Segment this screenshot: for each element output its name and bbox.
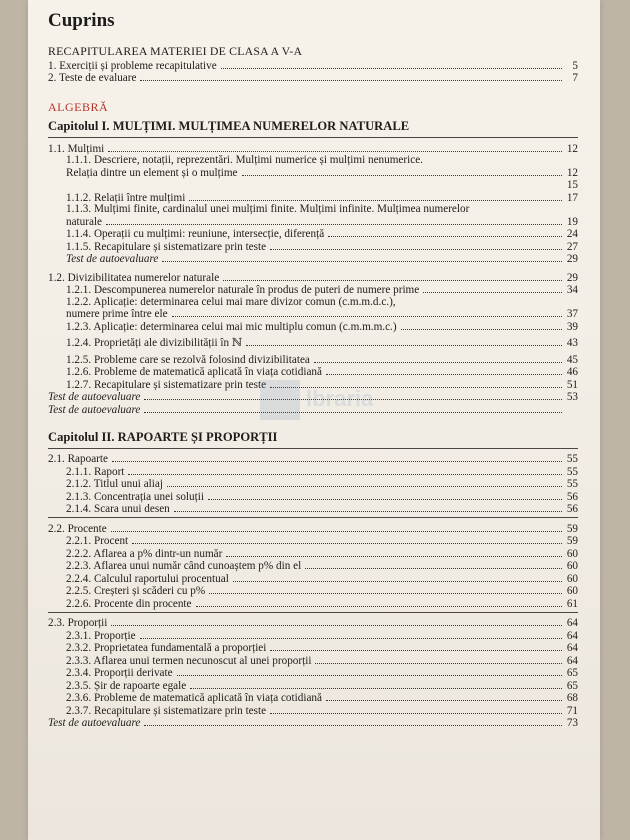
toc-entry: 1.2. Divizibilitatea numerelor naturale 29 bbox=[48, 271, 578, 284]
toc-entry: 1.1.2. Relații între mulțimi 17 bbox=[66, 191, 578, 204]
toc-entry: Test de autoevaluare 53 bbox=[48, 391, 578, 403]
toc-entry: 2.3.2. Proprietatea fundamentală a proporției 64 bbox=[66, 642, 578, 654]
toc-entry: 2.2.6. Procente din procente 61 bbox=[66, 597, 578, 610]
chapter-rule bbox=[48, 137, 578, 138]
toc-entry: 2.2.4. Calculul raportului procentual 60 bbox=[66, 572, 578, 585]
recap-heading: RECAPITULAREA MATERIEI DE CLASA A V-A bbox=[48, 44, 303, 58]
toc-entry: 1.1. Mulțimi 12 bbox=[48, 142, 578, 155]
chapter-title: Capitolul II. RAPOARTE ȘI PROPORȚII bbox=[48, 429, 278, 444]
toc-entry: 2.3.5. Șir de rapoarte egale 65 bbox=[66, 679, 578, 692]
toc-entry: 2.1.2. Titlul unui aliaj 55 bbox=[66, 478, 578, 490]
toc-entry: 1.2.1. Descompunerea numerelor naturale în produs de puteri de numere prime 34 bbox=[66, 284, 578, 296]
toc-entry: 2.2. Procente 59 bbox=[48, 522, 578, 535]
toc-entry: 2. Teste de evaluare 7 bbox=[48, 72, 578, 84]
toc-entry: 2.1.1. Raport 55 bbox=[66, 465, 578, 478]
toc-entry: 1.2.2. Aplicație: determinarea celui mai mare divizor comun (c.m.m.d.c.), bbox=[66, 295, 396, 308]
toc-entry: 1.2.7. Recapitulare și sistematizare prin teste 51 bbox=[66, 378, 578, 391]
toc-entry: 2.2.1. Procent 59 bbox=[66, 535, 578, 547]
toc-entry: 1.2.3. Aplicație: determinarea celui mai mic multiplu comun (c.m.m.m.c.) 39 bbox=[66, 320, 578, 333]
table-of-contents bbox=[48, 10, 578, 729]
toc-entry: 15 bbox=[566, 179, 578, 191]
toc-entry: 2.3. Proporții 64 bbox=[48, 617, 578, 629]
toc-entry: 2.1. Rapoarte 55 bbox=[48, 453, 578, 465]
toc-entry: numere prime între ele 37 bbox=[66, 308, 578, 320]
algebra-label: ALGEBRĂ bbox=[48, 100, 109, 114]
toc-entry: 2.2.5. Creșteri și scăderi cu p% 60 bbox=[66, 585, 578, 597]
toc-entry: 1.2.4. Proprietăți ale divizibilității în ℕ 43 bbox=[66, 337, 578, 349]
watermark bbox=[260, 380, 420, 422]
toc-entry: 2.3.4. Proporții derivate 65 bbox=[66, 667, 578, 679]
section-rule bbox=[48, 612, 578, 613]
section-rule bbox=[48, 517, 578, 518]
toc-entry: Test de autoevaluare 29 bbox=[66, 253, 578, 265]
toc-entry: 1.2.6. Probleme de matematică aplicată în viața cotidiană 46 bbox=[66, 366, 578, 378]
watermark-text: lbraria bbox=[306, 386, 374, 411]
toc-entry: 1. Exerciții și probleme recapitulative 5 bbox=[48, 59, 578, 72]
toc-entry: 2.2.3. Aflarea unui număr când cunoaștem p% din el 60 bbox=[66, 560, 578, 572]
book-page bbox=[28, 0, 600, 840]
toc-entry: 1.2.5. Probleme care se rezolvă folosind divizibilitatea 45 bbox=[66, 353, 578, 366]
page-title: Cuprins bbox=[48, 10, 115, 31]
toc-entry: 2.2.2. Aflarea a p% dintr-un număr 60 bbox=[66, 547, 578, 560]
toc-entry: 1.1.1. Descriere, notații, reprezentări. Mulțimi numerice și mulțimi nenumerice. bbox=[66, 154, 423, 166]
toc-entry: 2.3.7. Recapitulare și sistematizare prin teste 71 bbox=[66, 704, 578, 717]
toc-entry: Relația dintre un element și o mulțime 12 bbox=[66, 166, 578, 179]
chapter-title: Capitolul I. MULȚIMI. MULȚIMEA NUMERELOR NATURALE bbox=[48, 119, 410, 133]
watermark-logo-icon bbox=[260, 380, 300, 420]
chapter-rule bbox=[48, 448, 578, 449]
toc-entry: 1.1.3. Mulțimi finite, cardinalul unei mulțimi finite. Mulțimi infinite. Mulțimea numerelor bbox=[66, 203, 470, 215]
toc-entry: 2.3.3. Aflarea unui termen necunoscut al unei proporții 64 bbox=[66, 654, 578, 667]
toc-entry: Test de autoevaluare 73 bbox=[48, 717, 578, 729]
toc-entry: 1.1.4. Operații cu mulțimi: reuniune, intersecție, diferență 24 bbox=[66, 228, 578, 240]
toc-entry: 2.3.6. Probleme de matematică aplicată în viața cotidiană 68 bbox=[66, 692, 578, 704]
toc-entry: naturale 19 bbox=[66, 215, 578, 228]
toc-entry: Test de autoevaluare bbox=[48, 403, 578, 416]
toc-entry: 2.1.3. Concentrația unei soluții 56 bbox=[66, 490, 578, 503]
toc-entry: 1.1.5. Recapitulare și sistematizare prin teste 27 bbox=[66, 240, 578, 253]
toc-entry: 2.3.1. Proporție 64 bbox=[66, 629, 578, 642]
toc-entry: 2.1.4. Scara unui desen 56 bbox=[66, 503, 578, 515]
